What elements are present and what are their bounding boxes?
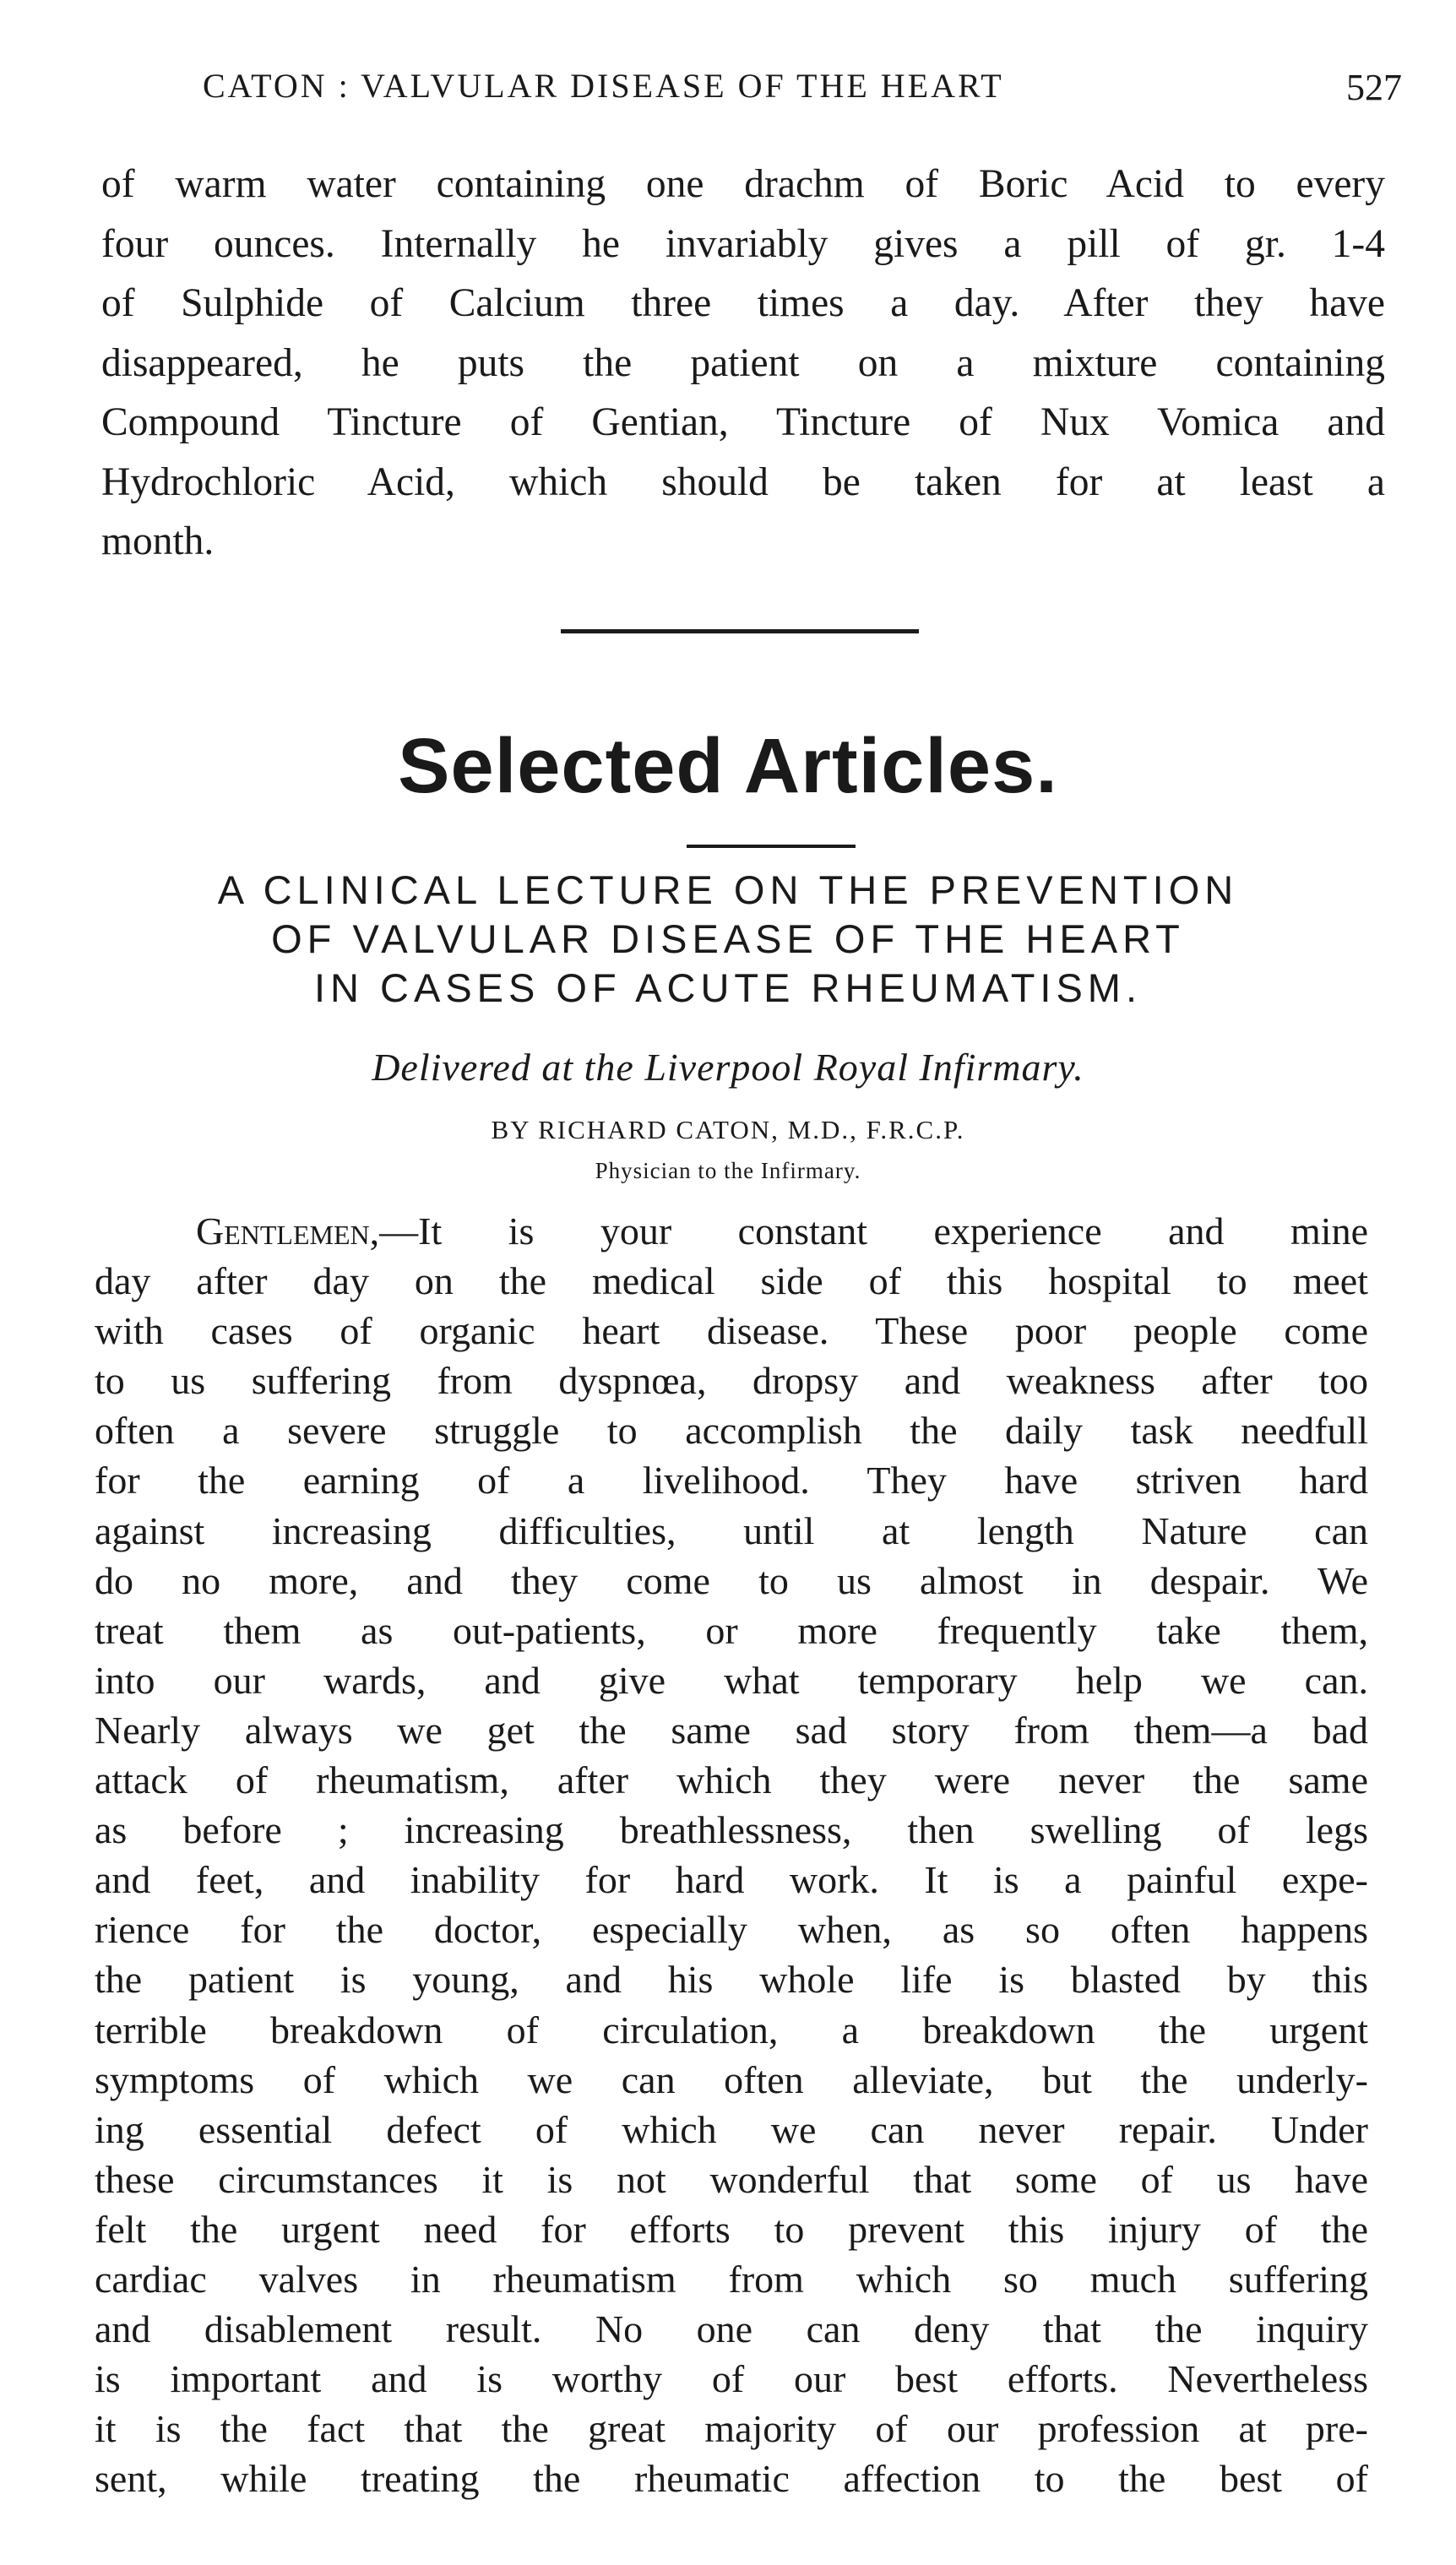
text-line: month. [101, 519, 215, 563]
text-line: terrible breakdown of circulation, a breakdown the urgent [95, 2008, 1368, 2051]
text-line: treat them as out-patients, or more frequently take them, [95, 1608, 1368, 1652]
article-title-line: A CLINICAL LECTURE ON THE PREVENTION [217, 867, 1239, 912]
text-line: with cases of organic heart disease. These poor people come [95, 1309, 1368, 1353]
text-line: Nearly always we get the same sad story from them—a bad [95, 1708, 1368, 1752]
text-line-rest: —It is your constant experience and mine [379, 1209, 1368, 1253]
title-underline-rule [687, 845, 856, 848]
author-affiliation: Physician to the Infirmary. [595, 1158, 861, 1183]
text-line: disappeared, he puts the patient on a mixture containing [101, 340, 1385, 385]
text-line: attack of rheumatism, after which they were never the same [95, 1758, 1368, 1802]
text-line: symptoms of which we can often alleviate, but the underly- [95, 2057, 1368, 2101]
page-number: 527 [1346, 67, 1402, 108]
text-line: the patient is young, and his whole life is blasted by this [95, 1958, 1368, 2002]
text-line: and disablement result. No one can deny that the inquiry [95, 2307, 1368, 2351]
text-line: of warm water containing one drachm of Boric Acid to every [101, 162, 1385, 206]
intro-paragraph [101, 155, 1385, 572]
author-byline: BY RICHARD CATON, M.D., F.R.C.P. [491, 1115, 965, 1144]
text-line-first [95, 1206, 1368, 1256]
text-line: ing essential defect of which we can never repair. Under [95, 2107, 1368, 2151]
text-line: and feet, and inability for hard work. It is a painful expe- [95, 1858, 1368, 1902]
section-title: Selected Articles. [398, 723, 1058, 809]
lecture-body-paragraph [95, 1206, 1368, 2503]
salutation: Gentlemen, [196, 1209, 380, 1253]
text-line: to us suffering from dyspnœa, dropsy and weakness after too [95, 1359, 1368, 1403]
text-line: against increasing difficulties, until at length Nature can [95, 1508, 1368, 1552]
text-line: these circumstances it is not wonderful that some of us have [95, 2157, 1368, 2201]
running-title: CATON : VALVULAR DISEASE OF THE HEART [203, 67, 1004, 105]
text-line: of Sulphide of Calcium three times a day. After they have [101, 281, 1385, 325]
text-line: it is the fact that the great majority of our profession at pre- [95, 2407, 1368, 2451]
text-line: into our wards, and give what temporary help we can. [95, 1658, 1368, 1702]
text-line: for the earning of a livelihood. They have striven hard [95, 1459, 1368, 1503]
delivered-at-line: Delivered at the Liverpool Royal Infirmary. [372, 1046, 1084, 1089]
text-line: Hydrochloric Acid, which should be taken for at least a [101, 459, 1385, 504]
text-line: four ounces. Internally he invariably gives a pill of gr. 1-4 [101, 221, 1385, 266]
article-title-line: IN CASES OF ACUTE RHEUMATISM. [313, 965, 1143, 1010]
text-line: rience for the doctor, especially when, as so often happens [95, 1908, 1368, 1952]
text-line: cardiac valves in rheumatism from which so much suffering [95, 2257, 1368, 2301]
text-line: is important and is worthy of our best efforts. Nevertheless [95, 2357, 1368, 2401]
article-title-line: OF VALVULAR DISEASE OF THE HEART [271, 916, 1185, 961]
text-line: as before ; increasing breathlessness, then swelling of legs [95, 1808, 1368, 1852]
section-divider-rule [561, 629, 919, 633]
text-line: Compound Tincture of Gentian, Tincture of Nux Vomica and [101, 400, 1385, 444]
text-line: do no more, and they come to us almost in despair. We [95, 1558, 1368, 1602]
text-line: often a severe struggle to accomplish the daily task needfull [95, 1409, 1368, 1453]
text-line: sent, while treating the rheumatic affection to the best of [95, 2457, 1368, 2501]
article-title [68, 866, 1388, 1013]
running-header [203, 66, 1402, 117]
text-line: felt the urgent need for efforts to prevent this injury of the [95, 2207, 1368, 2251]
text-line: day after day on the medical side of this hospital to meet [95, 1259, 1368, 1303]
